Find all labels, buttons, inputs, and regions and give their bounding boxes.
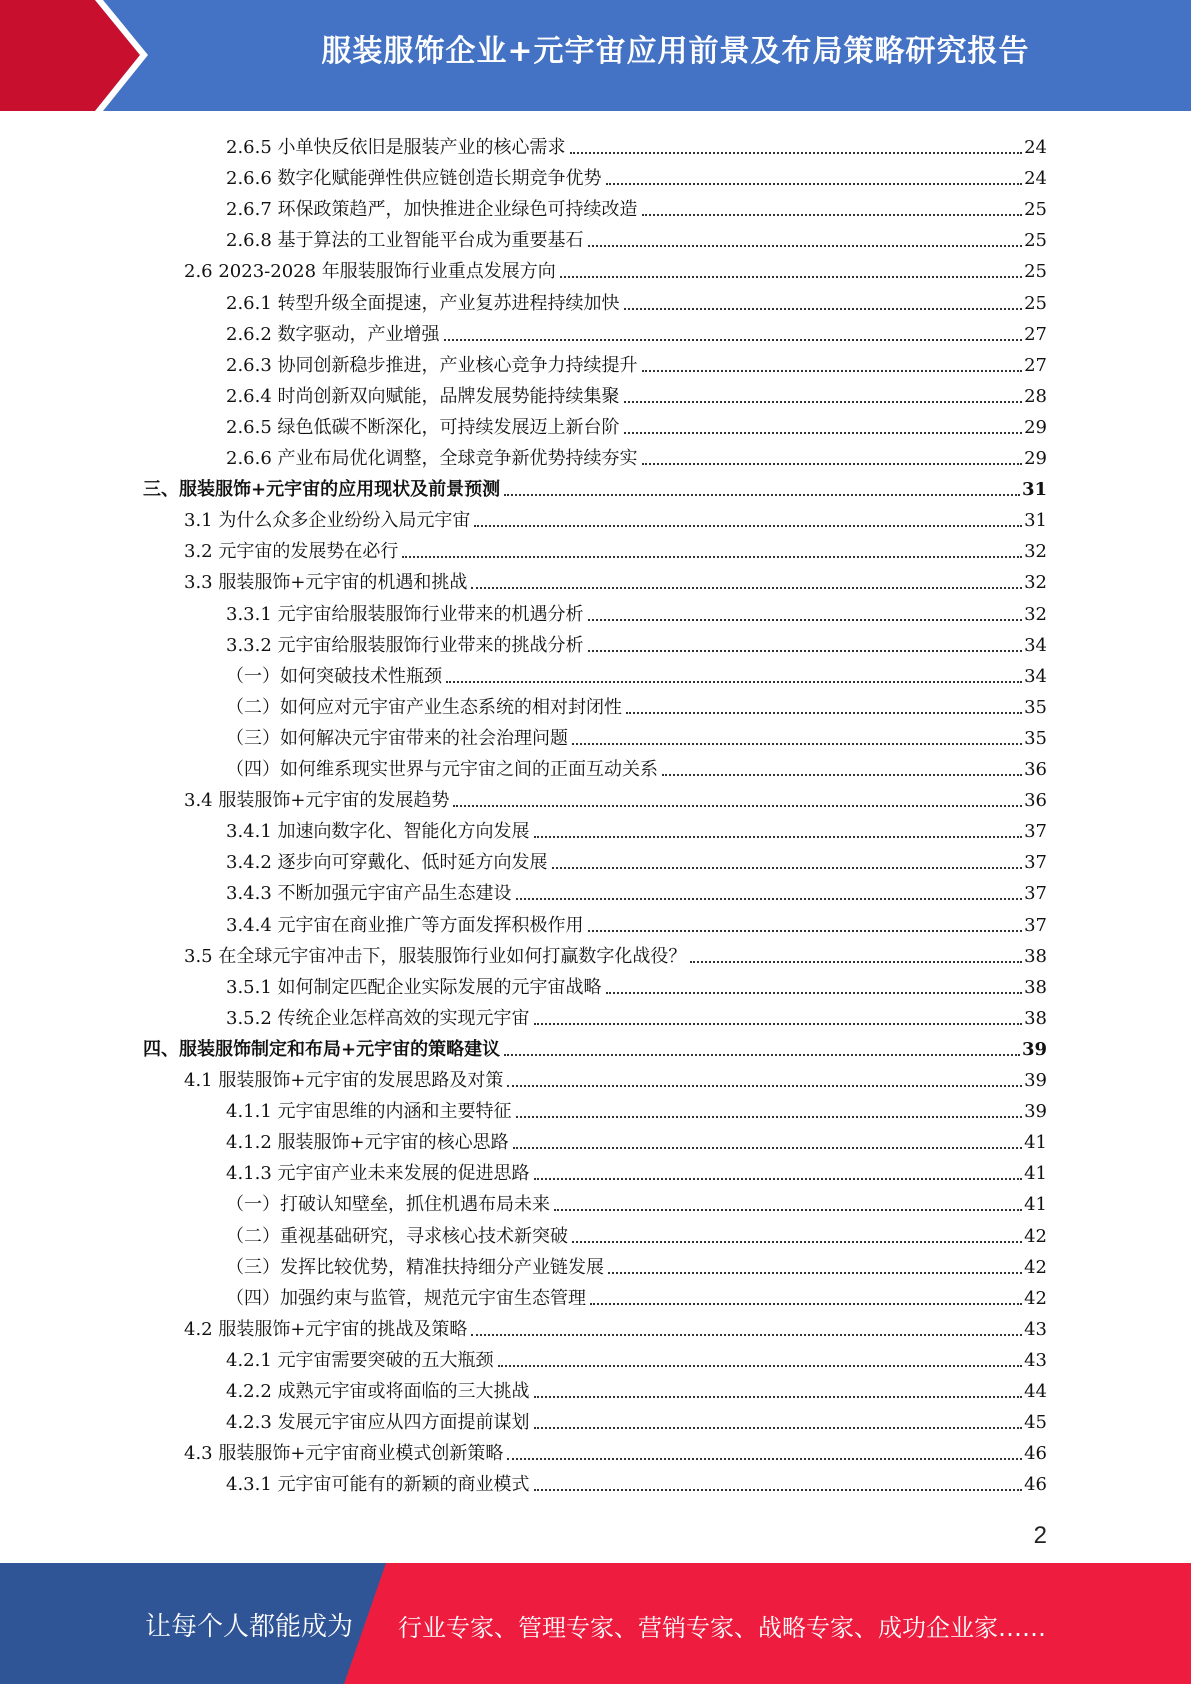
toc-entry-label: （三）如何解决元宇宙带来的社会治理问题	[226, 728, 568, 749]
toc-entry[interactable]	[226, 1185, 1047, 1216]
toc-entry[interactable]	[226, 1403, 1047, 1434]
toc-entry-page: 39	[1024, 1070, 1047, 1091]
header-red-arrow	[0, 0, 140, 111]
toc-entry-label: 三、服装服饰+元宇宙的应用现状及前景预测	[143, 479, 501, 500]
toc-entry-label: （三）发挥比较优势，精准扶持细分产业链发展	[226, 1257, 604, 1278]
toc-entry[interactable]	[226, 968, 1047, 999]
toc-entry-page: 45	[1024, 1412, 1047, 1433]
toc-entry-page: 32	[1024, 604, 1047, 625]
toc-entry-page: 25	[1024, 230, 1047, 251]
footer-slogan-right: 行业专家、管理专家、营销专家、战略专家、成功企业家……	[398, 1614, 1046, 1642]
toc-entry-label: （四）如何维系现实世界与元宇宙之间的正面互动关系	[226, 759, 658, 780]
toc-entry-label: 4.2 服装服饰+元宇宙的挑战及策略	[184, 1319, 468, 1340]
toc-entry-page: 43	[1024, 1350, 1047, 1371]
toc-leader-dots	[690, 961, 1022, 963]
page-header	[0, 0, 1191, 111]
toc-entry-label: 3.3 服装服饰+元宇宙的机遇和挑战	[184, 572, 468, 593]
toc-entry[interactable]	[226, 906, 1047, 937]
toc-leader-dots	[534, 1489, 1023, 1491]
toc-leader-dots	[402, 556, 1022, 558]
toc-entry-page: 37	[1024, 883, 1047, 904]
footer-slogan-left: 让每个人都能成为	[145, 1612, 354, 1642]
toc-entry-label: 4.1.1 元宇宙思维的内涵和主要特征	[226, 1101, 512, 1122]
toc-leader-dots	[507, 1085, 1022, 1087]
toc-entry-label: 2.6.8 基于算法的工业智能平台成为重要基石	[226, 230, 584, 251]
toc-leader-dots	[572, 743, 1022, 745]
toc-entry-page: 41	[1024, 1132, 1047, 1153]
toc-entry-label: （一）如何突破技术性瓶颈	[226, 666, 442, 687]
page-footer	[0, 1563, 1191, 1684]
toc-entry-label: 4.2.3 发展元宇宙应从四方面提前谋划	[226, 1412, 530, 1433]
toc-entry-label: 2.6.5 小单快反依旧是服装产业的核心需求	[226, 137, 566, 158]
toc-leader-dots	[662, 774, 1022, 776]
toc-entry-label: 3.5.2 传统企业怎样高效的实现元宇宙	[226, 1008, 530, 1029]
toc-entry-page: 25	[1024, 199, 1047, 220]
toc-leader-dots	[642, 463, 1023, 465]
toc-entry-page: 31	[1021, 479, 1047, 500]
toc-entry[interactable]	[184, 532, 1047, 563]
toc-entry-page: 42	[1024, 1288, 1047, 1309]
toc-leader-dots	[590, 1303, 1022, 1305]
toc-entry-label: （四）加强约束与监管，规范元宇宙生态管理	[226, 1288, 586, 1309]
toc-leader-dots	[471, 1334, 1022, 1336]
toc-entry[interactable]	[226, 1092, 1047, 1123]
toc-entry-label: 3.5.1 如何制定匹配企业实际发展的元宇宙战略	[226, 977, 602, 998]
page-number: 2	[1033, 1522, 1047, 1549]
toc-entry-page: 43	[1024, 1319, 1047, 1340]
toc-entry-page: 41	[1024, 1194, 1047, 1215]
toc-leader-dots	[624, 432, 1023, 434]
toc-entry[interactable]	[226, 346, 1047, 377]
toc-entry[interactable]	[226, 812, 1047, 843]
toc-entry-label: 2.6.1 转型升级全面提速，产业复苏进程持续加快	[226, 293, 620, 314]
toc-leader-dots	[588, 650, 1023, 652]
toc-leader-dots	[534, 1427, 1023, 1429]
toc-entry[interactable]	[226, 1123, 1047, 1154]
toc-leader-dots	[606, 183, 1023, 185]
toc-leader-dots	[588, 245, 1023, 247]
toc-leader-dots	[534, 1023, 1023, 1025]
toc-entry[interactable]	[226, 1248, 1047, 1279]
toc-entry-page: 41	[1024, 1163, 1047, 1184]
toc-entry-label: 四、服装服饰制定和布局+元宇宙的策略建议	[143, 1039, 501, 1060]
toc-entry[interactable]	[184, 501, 1047, 532]
toc-entry-page: 32	[1024, 541, 1047, 562]
toc-entry-label: 3.5 在全球元宇宙冲击下，服装服饰行业如何打赢数字化战役？	[184, 946, 687, 967]
toc-entry-label: 2.6 2023-2028 年服装服饰行业重点发展方向	[184, 261, 556, 282]
toc-entry-page: 37	[1024, 852, 1047, 873]
toc-entry-label: 2.6.6 数字化赋能弹性供应链创造长期竞争优势	[226, 168, 602, 189]
toc-leader-dots	[534, 1178, 1023, 1180]
toc-leader-dots	[608, 1272, 1022, 1274]
toc-entry-page: 39	[1024, 1101, 1047, 1122]
toc-entry-label: 3.1 为什么众多企业纷纷入局元宇宙	[184, 510, 471, 531]
toc-entry[interactable]	[226, 595, 1047, 626]
toc-leader-dots	[588, 619, 1023, 621]
toc-entry[interactable]	[184, 252, 1047, 283]
toc-entry-label: （二）重视基础研究，寻求核心技术新突破	[226, 1226, 568, 1247]
toc-entry-label: 3.4.1 加速向数字化、智能化方向发展	[226, 821, 530, 842]
toc-leader-dots	[534, 836, 1023, 838]
toc-leader-dots	[570, 152, 1023, 154]
toc-entry[interactable]	[226, 190, 1047, 221]
toc-entry-page: 32	[1024, 572, 1047, 593]
toc-entry-label: 2.6.5 绿色低碳不断深化，可持续发展迈上新台阶	[226, 417, 620, 438]
toc-entry-page: 39	[1021, 1039, 1047, 1060]
toc-entry[interactable]	[226, 1341, 1047, 1372]
toc-entry[interactable]	[226, 315, 1047, 346]
toc-leader-dots	[554, 1209, 1022, 1211]
toc-entry[interactable]	[143, 1030, 1047, 1061]
toc-entry-label: 3.4.2 逐步向可穿戴化、低时延方向发展	[226, 852, 548, 873]
toc-entry-page: 34	[1024, 635, 1047, 656]
toc-entry[interactable]	[226, 128, 1047, 159]
toc-entry-page: 42	[1024, 1257, 1047, 1278]
toc-entry[interactable]	[184, 781, 1047, 812]
toc-entry-page: 42	[1024, 1226, 1047, 1247]
toc-entry-page: 38	[1024, 977, 1047, 998]
toc-entry[interactable]	[226, 874, 1047, 905]
toc-entry-page: 38	[1024, 1008, 1047, 1029]
toc-entry[interactable]	[226, 1279, 1047, 1310]
toc-entry-page: 24	[1024, 137, 1047, 158]
toc-entry-page: 35	[1024, 728, 1047, 749]
toc-leader-dots	[474, 525, 1022, 527]
toc-entry-page: 28	[1024, 386, 1047, 407]
toc-entry-label: 4.3 服装服饰+元宇宙商业模式创新策略	[184, 1443, 504, 1464]
toc-entry[interactable]	[184, 1434, 1047, 1465]
toc-entry[interactable]	[226, 377, 1047, 408]
toc-entry-label: 2.6.2 数字驱动，产业增强	[226, 324, 440, 345]
toc-entry-page: 29	[1024, 417, 1047, 438]
toc-leader-dots	[516, 1116, 1023, 1118]
toc-entry-label: 2.6.6 产业布局优化调整，全球竞争新优势持续夯实	[226, 448, 638, 469]
toc-leader-dots	[498, 1365, 1023, 1367]
toc-entry-page: 29	[1024, 448, 1047, 469]
toc-entry-label: 3.4 服装服饰+元宇宙的发展趋势	[184, 790, 450, 811]
toc-leader-dots	[446, 681, 1022, 683]
toc-leader-dots	[588, 930, 1023, 932]
toc-entry[interactable]	[226, 1154, 1047, 1185]
toc-leader-dots	[453, 805, 1022, 807]
toc-entry-page: 38	[1024, 946, 1047, 967]
toc-entry-label: 2.6.4 时尚创新双向赋能，品牌发展势能持续集聚	[226, 386, 620, 407]
toc-entry-page: 25	[1024, 293, 1047, 314]
toc-entry-page: 34	[1024, 666, 1047, 687]
toc-entry-page: 37	[1024, 821, 1047, 842]
report-title: 服装服饰企业+元宇宙应用前景及布局策略研究报告	[321, 34, 1030, 69]
toc-entry[interactable]	[226, 159, 1047, 190]
toc-entry-label: 4.1.2 服装服饰+元宇宙的核心思路	[226, 1132, 509, 1153]
toc-leader-dots	[444, 339, 1023, 341]
toc-entry-label: 4.1.3 元宇宙产业未来发展的促进思路	[226, 1163, 530, 1184]
toc-entry-page: 25	[1024, 261, 1047, 282]
toc-leader-dots	[626, 712, 1022, 714]
toc-entry-label: 3.4.3 不断加强元宇宙产品生态建设	[226, 883, 512, 904]
toc-leader-dots	[642, 214, 1023, 216]
toc-leader-dots	[513, 1147, 1022, 1149]
toc-entry-label: （二）如何应对元宇宙产业生态系统的相对封闭性	[226, 697, 622, 718]
toc-entry[interactable]	[226, 688, 1047, 719]
toc-entry-label: 3.3.1 元宇宙给服装服饰行业带来的机遇分析	[226, 604, 584, 625]
toc-leader-dots	[642, 370, 1023, 372]
toc-entry-page: 27	[1024, 355, 1047, 376]
toc-entry-label: 4.3.1 元宇宙可能有的新颖的商业模式	[226, 1474, 530, 1495]
toc-entry-page: 46	[1024, 1443, 1047, 1464]
toc-entry-page: 31	[1024, 510, 1047, 531]
toc-entry[interactable]	[226, 1465, 1047, 1496]
toc-entry[interactable]	[226, 750, 1047, 781]
toc-leader-dots	[471, 587, 1022, 589]
toc-entry[interactable]	[226, 408, 1047, 439]
toc-entry[interactable]	[226, 1217, 1047, 1248]
toc-entry-page: 46	[1024, 1474, 1047, 1495]
toc-entry[interactable]	[226, 439, 1047, 470]
toc-entry-page: 36	[1024, 759, 1047, 780]
toc-entry[interactable]	[226, 221, 1047, 252]
toc-leader-dots	[624, 308, 1023, 310]
toc-entry[interactable]	[184, 1310, 1047, 1341]
toc-entry[interactable]	[226, 284, 1047, 315]
toc-entry-label: 3.3.2 元宇宙给服装服饰行业带来的挑战分析	[226, 635, 584, 656]
toc-entry-page: 24	[1024, 168, 1047, 189]
toc-entry[interactable]	[226, 719, 1047, 750]
toc-leader-dots	[504, 1054, 1020, 1056]
toc-leader-dots	[572, 1241, 1022, 1243]
toc-entry[interactable]	[184, 563, 1047, 594]
toc-entry[interactable]	[226, 657, 1047, 688]
toc-entry[interactable]	[184, 1061, 1047, 1092]
toc-entry[interactable]	[226, 626, 1047, 657]
toc-entry[interactable]	[226, 1372, 1047, 1403]
toc-leader-dots	[507, 1458, 1022, 1460]
toc-entry-page: 27	[1024, 324, 1047, 345]
toc-entry[interactable]	[226, 843, 1047, 874]
toc-entry-page: 35	[1024, 697, 1047, 718]
toc-entry[interactable]	[226, 999, 1047, 1030]
toc-entry[interactable]	[184, 937, 1047, 968]
toc-leader-dots	[560, 276, 1022, 278]
toc-leader-dots	[624, 401, 1023, 403]
toc-entry-label: 4.2.1 元宇宙需要突破的五大瓶颈	[226, 1350, 494, 1371]
toc-entry-page: 37	[1024, 915, 1047, 936]
toc-leader-dots	[504, 494, 1020, 496]
toc-entry-label: 3.4.4 元宇宙在商业推广等方面发挥积极作用	[226, 915, 584, 936]
toc-leader-dots	[534, 1396, 1023, 1398]
toc-entry-label: 2.6.7 环保政策趋严，加快推进企业绿色可持续改造	[226, 199, 638, 220]
toc-entry-page: 44	[1024, 1381, 1047, 1402]
toc-leader-dots	[552, 867, 1023, 869]
toc-leader-dots	[606, 992, 1023, 994]
toc-entry[interactable]	[143, 470, 1047, 501]
toc-leader-dots	[516, 898, 1023, 900]
toc-entry-label: 4.1 服装服饰+元宇宙的发展思路及对策	[184, 1070, 504, 1091]
toc-entry-page: 36	[1024, 790, 1047, 811]
toc-entry-label: 4.2.2 成熟元宇宙或将面临的三大挑战	[226, 1381, 530, 1402]
toc-entry-label: 2.6.3 协同创新稳步推进，产业核心竞争力持续提升	[226, 355, 638, 376]
toc-entry-label: （一）打破认知壁垒，抓住机遇布局未来	[226, 1194, 550, 1215]
toc-entry-label: 3.2 元宇宙的发展势在必行	[184, 541, 399, 562]
